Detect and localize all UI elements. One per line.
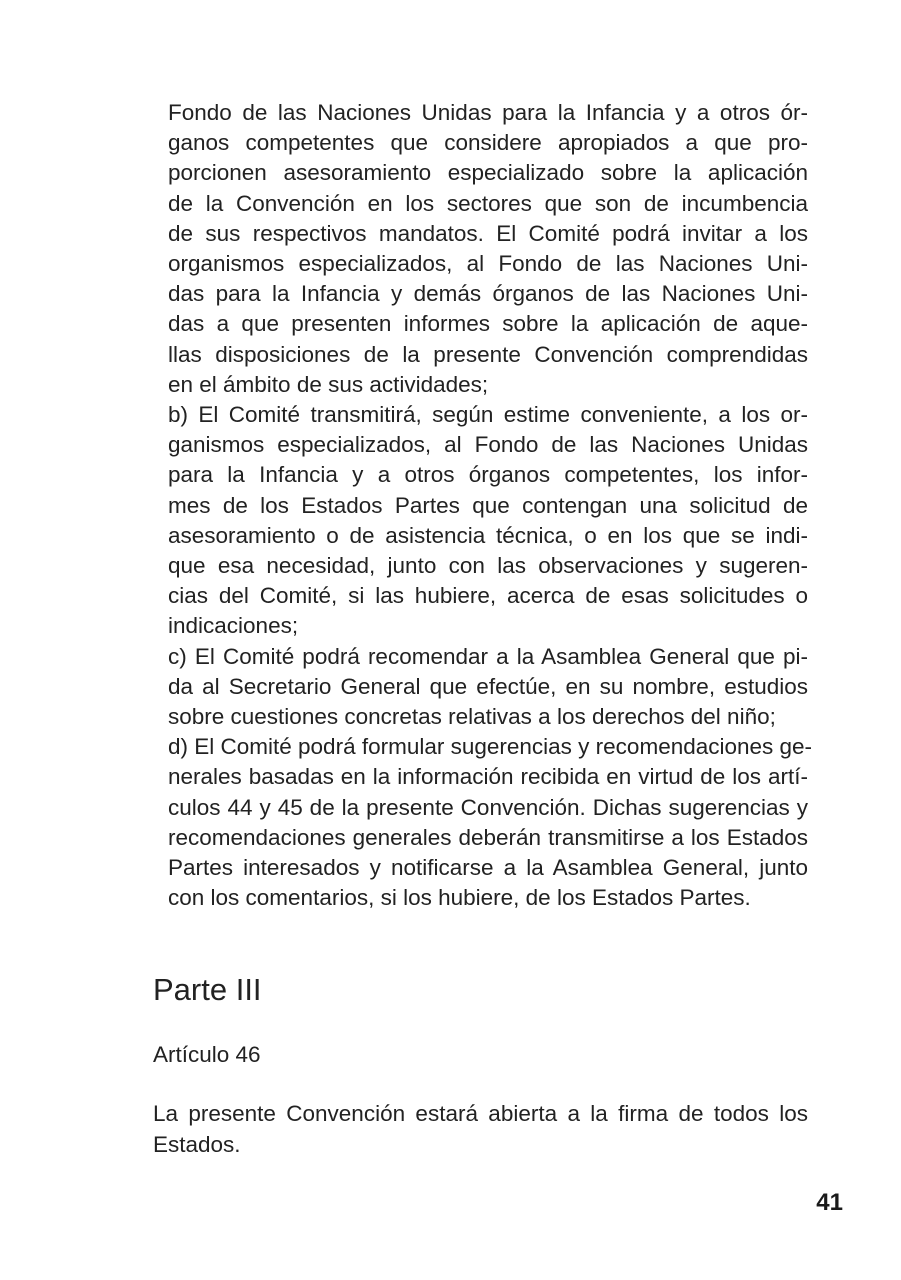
list-item-d-line: d) El Comité podrá formular sugerencias y recomendaciones ge- <box>168 734 813 760</box>
text-line: recomendaciones generales deberán transmitirse a los Estados <box>168 824 808 850</box>
text-line: de sus respectivos mandatos. El Comité podrá invitar a los <box>168 220 808 246</box>
list-item-b-line: b) El Comité transmitirá, según estime conveniente, a los or- <box>168 402 808 428</box>
text-line: das para la Infancia y demás órganos de las Naciones Uni- <box>168 281 808 307</box>
text-line: ganismos especializados, al Fondo de las Naciones Unidas <box>168 432 808 458</box>
text-line: das a que presenten informes sobre la aplicación de aque- <box>168 311 808 337</box>
text-line: mes de los Estados Partes que contengan una solicitud de <box>168 492 808 518</box>
text-line: La presente Convención estará abierta a la firma de todos los <box>153 1101 808 1126</box>
text-line: que esa necesidad, junto con las observaciones y sugeren- <box>168 553 808 579</box>
text-line: porcionen asesoramiento especializado sobre la aplicación <box>168 160 808 186</box>
page-number: 41 <box>816 1189 843 1216</box>
part-heading: Parte III <box>153 972 262 1007</box>
text-line: para la Infancia y a otros órganos competentes, los infor- <box>168 462 808 488</box>
text-line: Estados. <box>153 1132 241 1157</box>
text-line: da al Secretario General que efectúe, en su nombre, estudios <box>168 673 808 699</box>
text-line: organismos especializados, al Fondo de las Naciones Uni- <box>168 251 808 277</box>
text-line: llas disposiciones de la presente Convención comprendidas <box>168 341 808 367</box>
text-line: asesoramiento o de asistencia técnica, o en los que se indi- <box>168 522 808 548</box>
text-line: nerales basadas en la información recibida en virtud de los artí- <box>168 764 808 790</box>
text-line: Partes interesados y notificarse a la Asamblea General, junto <box>168 855 808 881</box>
text-line: en el ámbito de sus actividades; <box>168 371 489 397</box>
body-paragraph <box>168 98 813 913</box>
article-heading: Artículo 46 <box>153 1042 261 1067</box>
text-line: indicaciones; <box>168 613 299 639</box>
text-line: sobre cuestiones concretas relativas a los derechos del niño; <box>168 704 776 730</box>
article-paragraph <box>153 1098 808 1160</box>
text-line: culos 44 y 45 de la presente Convención. Dichas sugerencias y <box>168 794 808 820</box>
list-item-c-line: c) El Comité podrá recomendar a la Asamblea General que pi- <box>168 643 808 669</box>
text-line: con los comentarios, si los hubiere, de los Estados Partes. <box>168 885 751 911</box>
text-line: cias del Comité, si las hubiere, acerca de esas solicitudes o <box>168 583 808 609</box>
text-line: ganos competentes que considere apropiados a que pro- <box>168 130 808 156</box>
text-line: Fondo de las Naciones Unidas para la Infancia y a otros ór- <box>168 100 808 125</box>
text-line: de la Convención en los sectores que son de incumbencia <box>168 190 808 216</box>
